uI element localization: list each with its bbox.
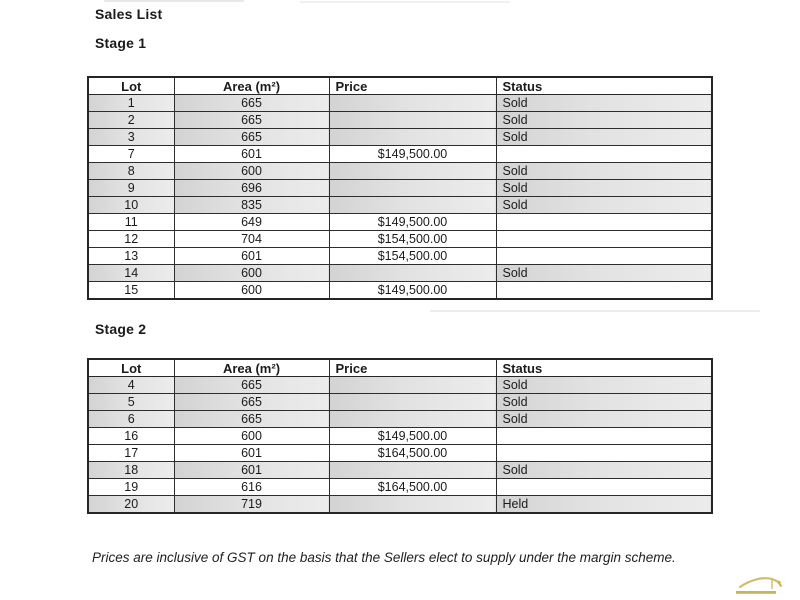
table-row [88,496,712,514]
price-cell [329,163,496,180]
column-header-area: Area (m²) [174,77,329,95]
area-cell: 601 [174,248,329,265]
lot-cell: 5 [88,394,174,411]
table-row [88,411,712,428]
column-header-price: Price [329,77,496,95]
area-cell: 665 [174,394,329,411]
table-row [88,214,712,231]
status-cell: Held [496,496,712,514]
area-cell: 704 [174,231,329,248]
lot-cell: 10 [88,197,174,214]
status-cell: Sold [496,394,712,411]
table-row [88,479,712,496]
status-cell: Sold [496,163,712,180]
table-row [88,377,712,394]
status-cell: Sold [496,265,712,282]
stage-1-table [87,76,713,300]
lot-cell: 1 [88,95,174,112]
status-cell [496,479,712,496]
status-cell [496,231,712,248]
gst-margin-scheme-note: Prices are inclusive of GST on the basis that the Sellers elect to supply under the margin scheme. [92,550,676,565]
table-row [88,428,712,445]
lot-cell: 9 [88,180,174,197]
area-cell: 665 [174,112,329,129]
page-title: Sales List [95,6,163,22]
area-cell: 665 [174,411,329,428]
price-cell [329,462,496,479]
status-cell: Sold [496,180,712,197]
price-cell [329,95,496,112]
status-cell: Sold [496,112,712,129]
scan-artifact [104,0,244,2]
lot-cell: 11 [88,214,174,231]
area-cell: 835 [174,197,329,214]
price-cell: $164,500.00 [329,445,496,462]
column-header-status: Status [496,77,712,95]
lot-cell: 14 [88,265,174,282]
lot-cell: 8 [88,163,174,180]
stage-2-heading: Stage 2 [95,321,147,337]
status-cell: Sold [496,95,712,112]
area-cell: 600 [174,428,329,445]
area-cell: 696 [174,180,329,197]
price-cell: $154,500.00 [329,231,496,248]
table-row [88,129,712,146]
price-cell [329,197,496,214]
table-row [88,248,712,265]
status-cell: Sold [496,129,712,146]
status-cell [496,428,712,445]
stage-1-heading: Stage 1 [95,35,147,51]
status-cell [496,146,712,163]
lot-cell: 6 [88,411,174,428]
scan-artifact [300,1,510,3]
area-cell: 665 [174,377,329,394]
table-row [88,112,712,129]
price-cell [329,496,496,514]
lot-cell: 17 [88,445,174,462]
lot-cell: 19 [88,479,174,496]
column-header-price: Price [329,359,496,377]
lot-cell: 16 [88,428,174,445]
area-cell: 600 [174,282,329,300]
area-cell: 601 [174,146,329,163]
column-header-lot: Lot [88,77,174,95]
status-cell [496,214,712,231]
price-cell [329,112,496,129]
table-row [88,231,712,248]
price-cell [329,394,496,411]
price-cell [329,129,496,146]
lot-cell: 7 [88,146,174,163]
table-row [88,146,712,163]
lot-cell: 12 [88,231,174,248]
price-cell: $164,500.00 [329,479,496,496]
price-cell: $149,500.00 [329,428,496,445]
column-header-status: Status [496,359,712,377]
table-row [88,197,712,214]
table-row [88,95,712,112]
table-row [88,163,712,180]
lot-cell: 4 [88,377,174,394]
area-cell: 665 [174,95,329,112]
price-cell: $154,500.00 [329,248,496,265]
column-header-area: Area (m²) [174,359,329,377]
price-cell: $149,500.00 [329,146,496,163]
roof-swoosh-logo [734,570,794,598]
price-cell [329,411,496,428]
table-row [88,282,712,300]
header-row [88,77,712,95]
table-row [88,445,712,462]
table-row [88,265,712,282]
area-cell: 616 [174,479,329,496]
status-cell [496,248,712,265]
scan-artifact [430,310,760,312]
lot-cell: 13 [88,248,174,265]
status-cell: Sold [496,197,712,214]
price-cell: $149,500.00 [329,282,496,300]
area-cell: 665 [174,129,329,146]
area-cell: 649 [174,214,329,231]
lot-cell: 20 [88,496,174,514]
status-cell: Sold [496,377,712,394]
price-cell [329,265,496,282]
status-cell: Sold [496,411,712,428]
lot-cell: 18 [88,462,174,479]
area-cell: 719 [174,496,329,514]
table-row [88,394,712,411]
status-cell [496,282,712,300]
header-row [88,359,712,377]
stage-2-table [87,358,713,514]
lot-cell: 2 [88,112,174,129]
area-cell: 600 [174,163,329,180]
status-cell: Sold [496,462,712,479]
table-row [88,180,712,197]
area-cell: 601 [174,445,329,462]
price-cell [329,180,496,197]
area-cell: 601 [174,462,329,479]
lot-cell: 3 [88,129,174,146]
price-cell: $149,500.00 [329,214,496,231]
area-cell: 600 [174,265,329,282]
column-header-lot: Lot [88,359,174,377]
table-row [88,462,712,479]
price-cell [329,377,496,394]
status-cell [496,445,712,462]
lot-cell: 15 [88,282,174,300]
